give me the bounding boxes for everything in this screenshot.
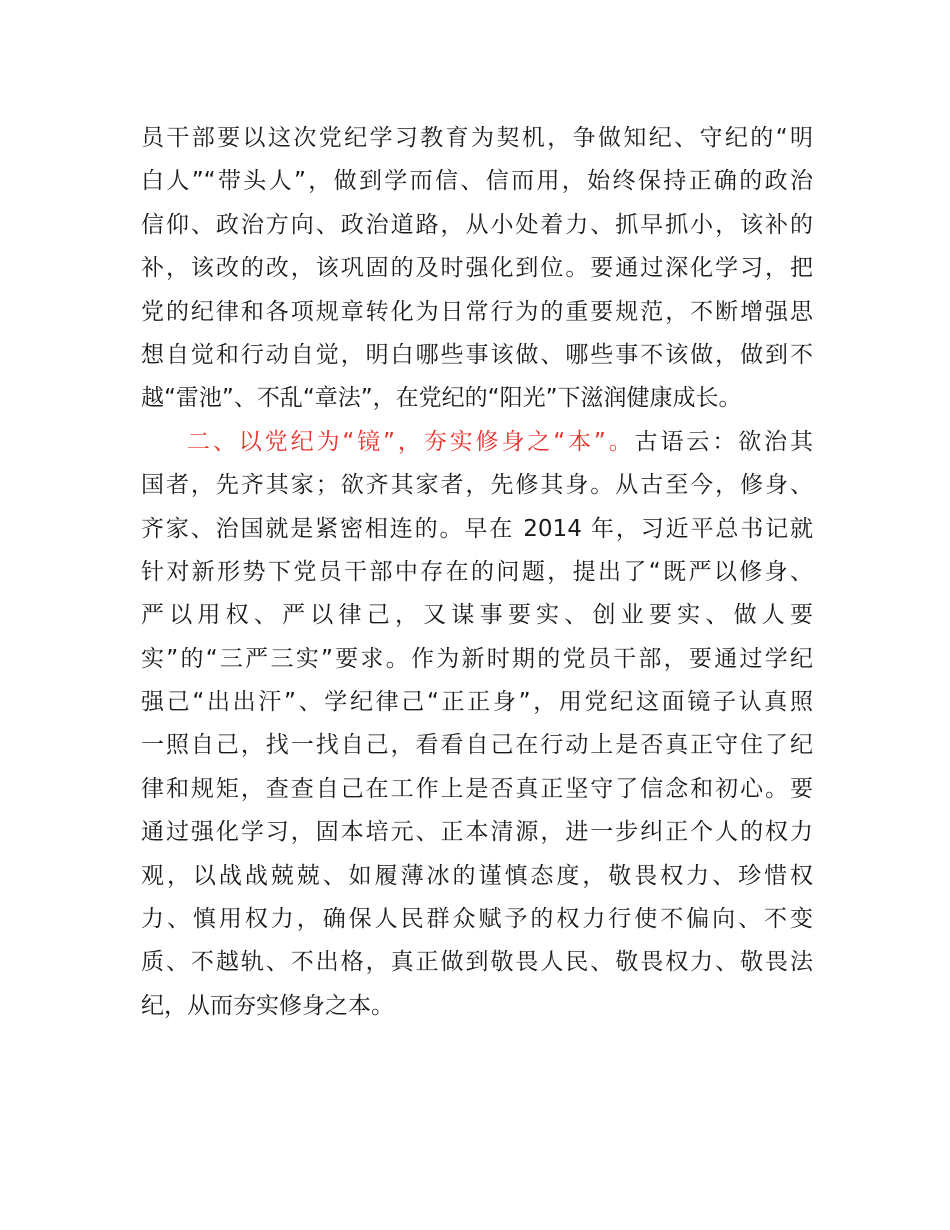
text-line: 律和规矩，查查自己在工作上是否真正坚守了信念和初心。要 [141, 775, 813, 802]
text-line: 补，该改的改，该巩固的及时强化到位。要通过深化学习，把 [141, 255, 813, 282]
text-line: 强己“出出汗”、学纪律己“正正身”，用党纪这面镜子认真照 [141, 689, 813, 716]
section-heading: 二、以党纪为“镜”，夯实修身之“本”。 [187, 428, 635, 455]
text-line: 针对新形势下党员干部中存在的问题，提出了“既严以修身、 [141, 558, 813, 585]
text-line: 实”的“三严三实”要求。作为新时期的党员干部，要通过学纪 [141, 645, 813, 672]
text-line: 齐家、治国就是紧密相连的。早在 2014 年，习近平总书记就 [141, 515, 813, 542]
text-line: 国者，先齐其家；欲齐其家者，先修其身。从古至今，修身、 [141, 472, 813, 499]
text-line: 越“雷池”、不乱“章法”，在党纪的“阳光”下滋润健康成长。 [141, 385, 742, 412]
text-line: 严以用权、严以律己，又谋事要实、创业要实、做人要 [141, 602, 813, 629]
text-line: 一照自己，找一找自己，看看自己在行动上是否真正守住了纪 [141, 732, 813, 759]
text-line: 党的纪律和各项规章转化为日常行为的重要规范，不断增强思 [141, 298, 813, 325]
section-intro-text: 古语云：欲治其 [634, 428, 813, 455]
document-body [141, 117, 813, 1028]
text-line: 纪，从而夯实修身之本。 [141, 992, 394, 1019]
text-line: 通过强化学习，固本培元、正本清源，进一步纠正个人的权力 [141, 819, 813, 846]
text-line: 想自觉和行动自觉，明白哪些事该做、哪些事不该做，做到不 [141, 341, 813, 368]
text-line: 质、不越轨、不出格，真正做到敬畏人民、敬畏权力、敬畏法 [141, 949, 813, 976]
text-line: 白人”“带头人”，做到学而信、信而用，始终保持正确的政治 [141, 168, 813, 195]
text-line: 力、慎用权力，确保人民群众赋予的权力行使不偏向、不变 [141, 906, 813, 933]
text-line: 信仰、政治方向、政治道路，从小处着力、抓早抓小，该补的 [141, 211, 813, 238]
paragraph-2 [141, 421, 813, 1028]
text-line: 观，以战战兢兢、如履薄冰的谨慎态度，敬畏权力、珍惜权 [141, 862, 813, 889]
paragraph-1 [141, 117, 813, 421]
text-line: 员干部要以这次党纪学习教育为契机，争做知纪、守纪的“明 [141, 125, 813, 151]
text-line-first [141, 421, 813, 464]
